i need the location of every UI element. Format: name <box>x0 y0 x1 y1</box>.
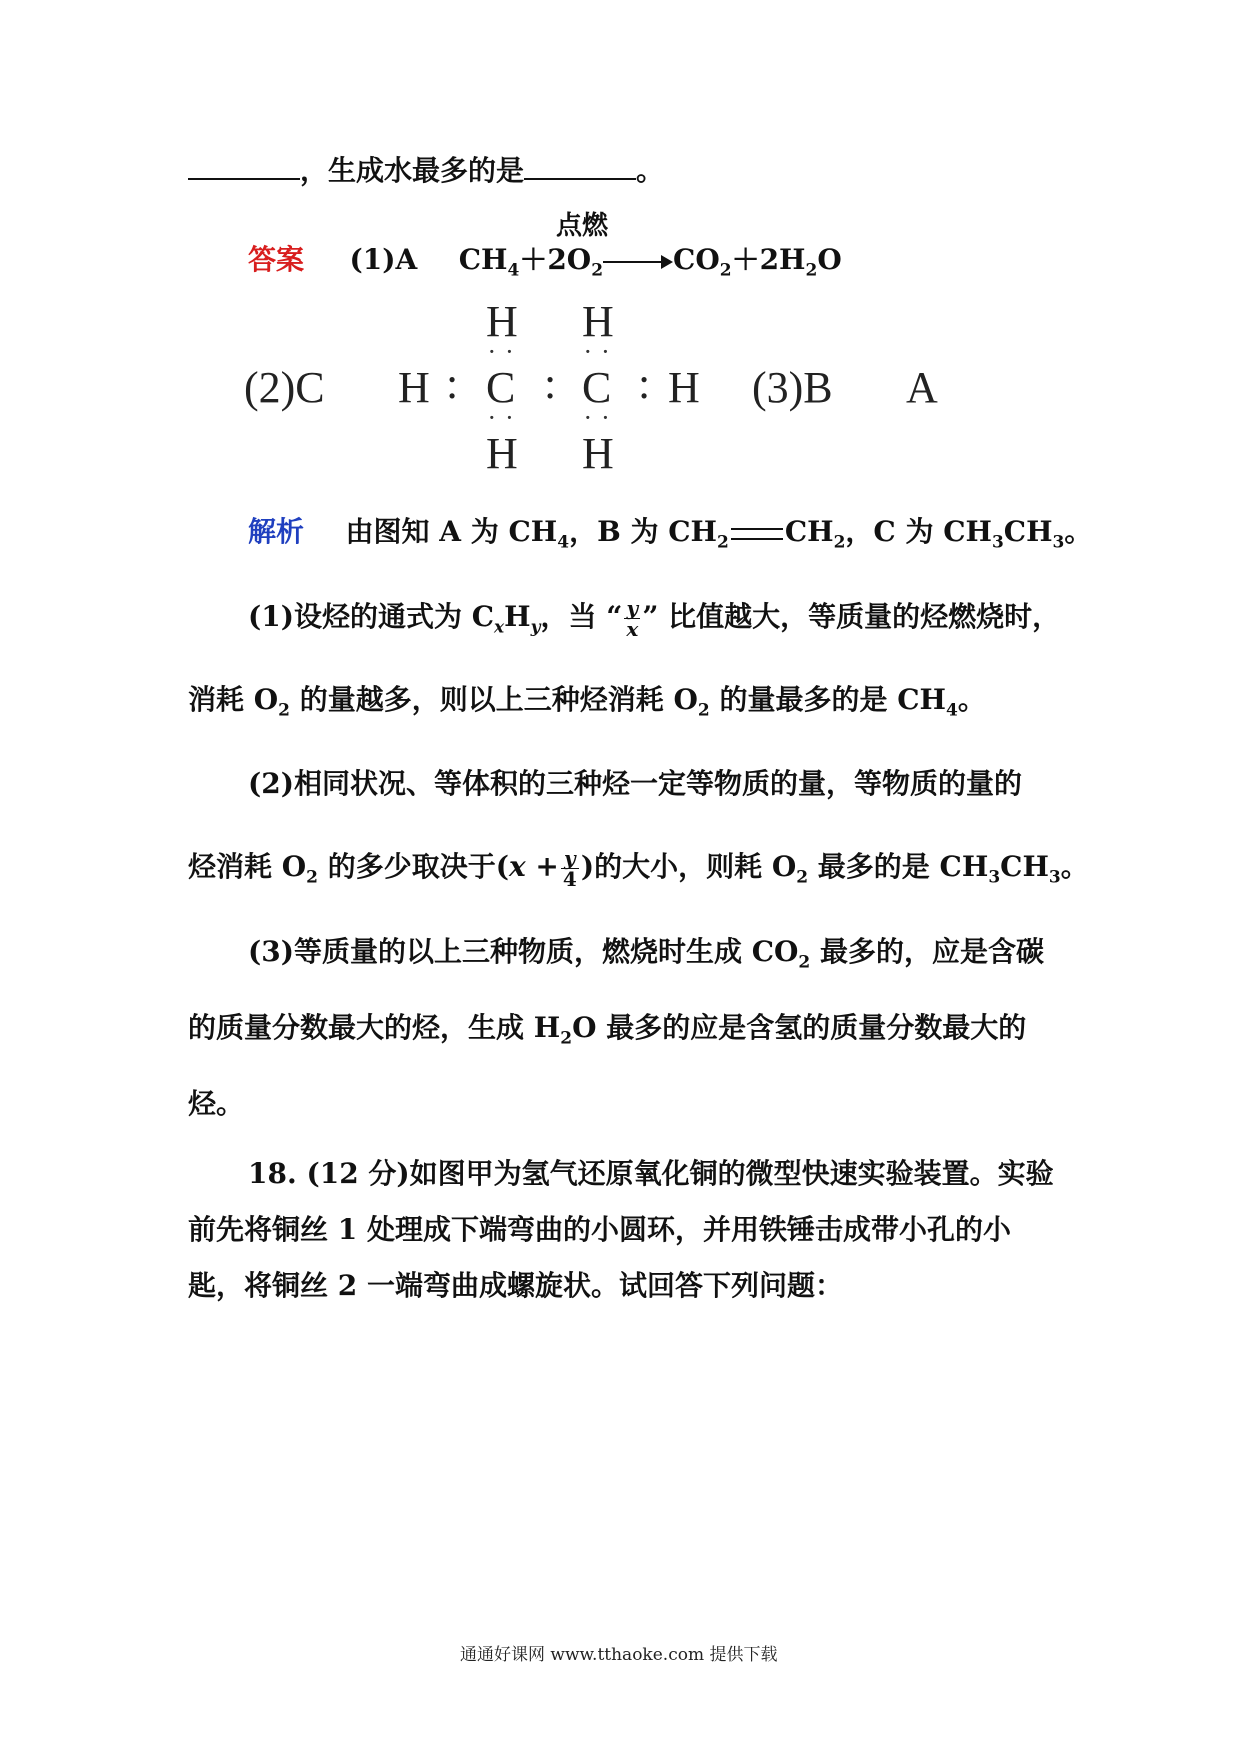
analysis-p2-line1: (2)相同状况、等体积的三种烃一定等物质的量，等物质的量的 <box>248 767 1022 800</box>
h-left: H <box>398 363 430 412</box>
analysis-p1-line2: 消耗 $O_2$ 的量越多，则以上三种烃消耗 $O_2$ 的量最多的是 $CH_4$。 <box>188 683 986 721</box>
answer-label: 答案 <box>248 243 305 276</box>
analysis-p1-line1: (1)设烃的通式为 $C_xH_y$，当 “ $\frac{y}{x}$ ” 比值越大，等质量的烃燃烧时， <box>248 596 1061 641</box>
fraction-y-over-x: $\frac{y}{x}$ <box>626 596 639 641</box>
part3-label: (3)B <box>752 363 833 412</box>
dots-bottom-1: ·· <box>488 404 524 432</box>
colon-3: : <box>638 359 651 408</box>
analysis-intro: 解析 由图知 A 为 $CH_4$，B 为 $CH_2$ $CH_2$，C 为 $CH_3CH_3$。 <box>248 515 1093 553</box>
c-atom-1: C <box>486 363 516 412</box>
dots-bottom-2: ·· <box>584 404 620 432</box>
colon-1: : <box>446 359 459 408</box>
h-bottom-1: H <box>486 429 518 478</box>
electron-formula-row <box>244 362 325 413</box>
h-top-1: H <box>486 297 518 346</box>
analysis-p3-line1: (3)等质量的以上三种物质，燃烧时生成 $CO_2$ 最多的，应是含碳 <box>248 935 1044 973</box>
fill-in-line: ，生成水最多的是 。 <box>188 152 664 189</box>
h-bottom-2: H <box>582 429 614 478</box>
fraction-y-over-4: $\frac{y}{4}$ <box>562 846 577 891</box>
h-top-2: H <box>582 297 614 346</box>
c-atom-2: C <box>582 363 612 412</box>
analysis-p3-line3: 烃。 <box>188 1087 245 1120</box>
colon-2: : <box>544 359 557 408</box>
answer-part1: (1)A <box>349 243 418 276</box>
question-18-line3: 匙，将铜丝 2 一端弯曲成螺旋状。试回答下列问题： <box>188 1269 843 1302</box>
dots-top-1: ·· <box>488 338 524 366</box>
analysis-p2-line2: 烃消耗 $O_2$ 的多少取决于(x + $\frac{y}{4}$ )的大小，则耗 $O_2$ 最多的是 $CH_3CH_3$。 <box>188 846 1089 891</box>
question-18-line2: 前先将铜丝 1 处理成下端弯曲的小圆环，并用铁锤击成带小孔的小 <box>188 1213 1011 1246</box>
equation: $CH_4+2O_2$ <box>458 243 604 281</box>
answer-blank-2[interactable] <box>524 152 636 180</box>
question-18-line1: 18. (12 分)如图甲为氢气还原氧化铜的微型快速实验装置。实验 <box>248 1157 1054 1190</box>
reaction-arrow <box>603 247 673 277</box>
answer-blank-1[interactable] <box>188 152 300 180</box>
double-bond <box>731 528 783 540</box>
footer-text: 通通好课网 www.tthaoke.com 提供下载 <box>460 1645 778 1665</box>
part3-answer-b: A <box>906 363 938 412</box>
answer-line: 答案 (1)A $CH_4+2O_2$ $CO_2+2H_2O$ <box>248 243 842 281</box>
h-right: H <box>668 363 700 412</box>
analysis-p3-line2: 的质量分数最大的烃，生成 $H_2O$ 最多的应是含氢的质量分数最大的 <box>188 1011 1027 1049</box>
dots-top-2: ·· <box>584 338 620 366</box>
reaction-condition: 点燃 <box>556 211 609 241</box>
analysis-label: 解析 <box>248 515 305 548</box>
part2-label: (2)C <box>244 363 325 412</box>
